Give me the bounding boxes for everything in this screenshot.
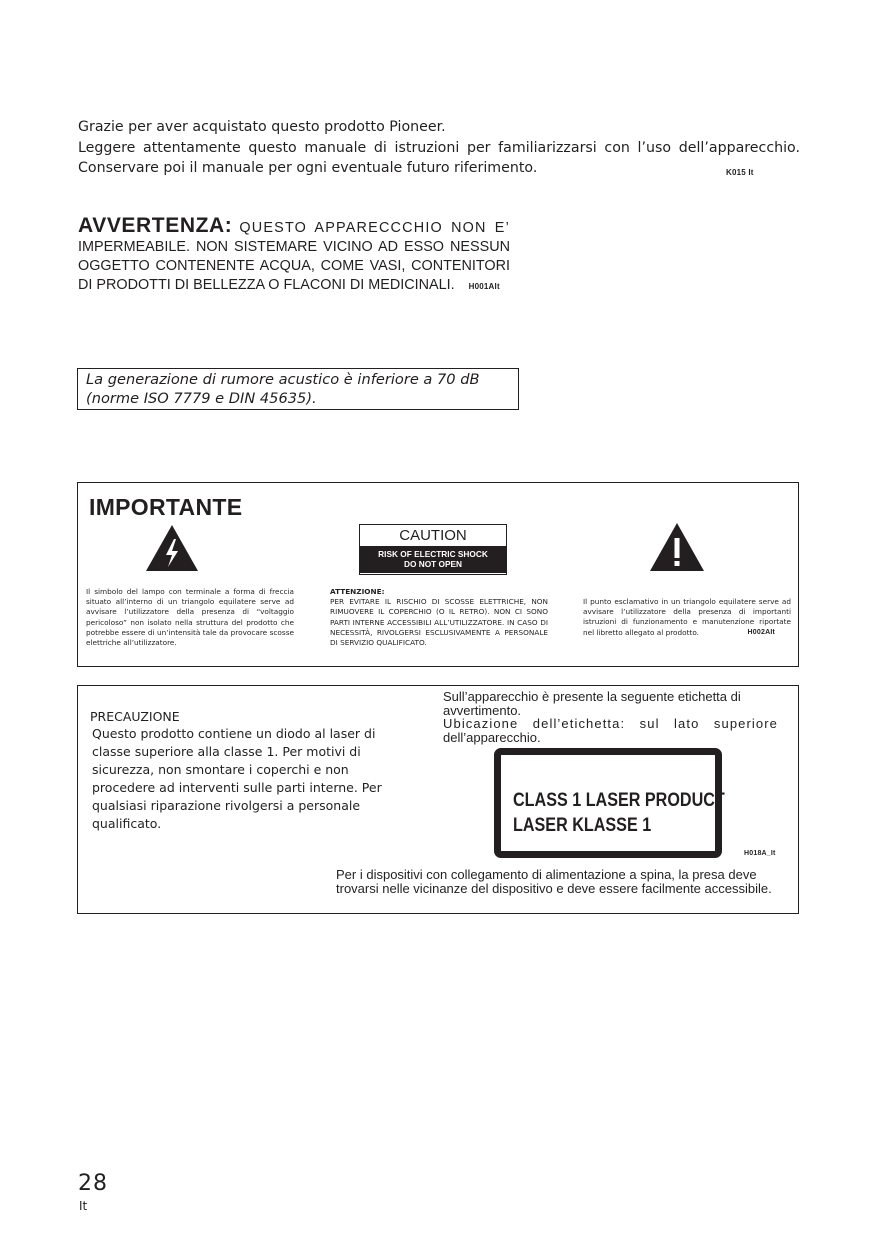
noise-box [77,368,519,410]
lightning-triangle-icon [144,523,200,573]
intro-line-1: Grazie per aver acquistato questo prodotto Pioneer. [78,119,446,135]
intro-line-2: Leggere attentamente questo manuale di istruzioni per familiarizzarsi con l’uso dell’apparecchio. [78,139,800,156]
precauzione-title: PRECAUZIONE [90,709,180,724]
caution-line-2: DO NOT OPEN [403,559,463,569]
laser-label [494,748,725,858]
warning-line-1 [78,216,510,238]
precauzione-code: H018A_It [744,850,776,857]
attenzione-body: PER EVITARE IL RISCHIO DI SCOSSE ELETTRICHE, NON RIMUOVERE IL COPERCHIO (O IL RETRO). NON CI SONO PARTI INTERNE ACCESSIBILI ALL’UTILIZZATORE. IN CASO DI NECESSITÀ, RIVOLGERSI ESCLUSIVAMENTE A PERSONALE DI SERVIZIO QUALIFICATO. [330,597,548,648]
warning-line-2: IMPERMEABILE. NON SISTEMARE VICINO AD ESSO NESSUN [78,239,510,255]
precauzione-box [77,685,799,914]
exclamation-explanation [583,597,791,638]
attenzione-text [330,587,548,648]
lightning-explanation: Il simbolo del lampo con terminale a forma di freccia situato all’interno di un triangolo equilatere serve ad avvisare l’utilizzatore della presenza di “voltaggio pericoloso” non isolato nella struttura del prodotto che potrebbe essere di un’intensità tale da provocare scosse elettriche all’utilizzatore. [86,587,294,648]
label-intro: Sull’apparecchio è presente la seguente etichetta di avvertimento. [443,689,741,718]
plug-notice: Per i dispositivi con collegamento di alimentazione a spina, la presa deve trovarsi nelle vicinanze del dispositivo e deve essere facilmente accessibile. [336,867,772,896]
caution-label [359,524,507,575]
laser-line-2: LASER KLASSE 1 [513,815,652,836]
label-location-line-2: dell’apparecchio. [443,729,541,745]
laser-label-text [513,788,725,838]
noise-line-1: La generazione di rumore acustico è inferiore a 70 dB [86,371,480,388]
page-language: It [79,1199,88,1213]
warning-block [78,216,510,296]
warning-line-1-rest: QUESTO APPARECCCHIO NON E’ [239,220,511,236]
intro-code: K015 It [726,168,754,177]
intro-line-3 [78,158,800,179]
exclamation-text: Il punto esclamativo in un triangolo equilatere serve ad avvisare l’utilizzatore della presenza di importanti istruzioni di funzionamento e manutenzione riportate nel libretto allegato al prodotto. [583,597,791,637]
warning-code: H001AIt [468,282,500,291]
warning-line-3: OGGETTO CONTENENTE ACQUA, COME VASI, CONTENITORI [78,258,510,274]
warning-heading: AVVERTENZA: [78,214,233,237]
exclamation-triangle-icon [648,521,706,573]
caution-warning [360,546,506,573]
importante-title: IMPORTANTE [89,494,243,520]
warning-line-4-text: DI PRODOTTI DI BELLEZZA O FLACONI DI MEDICINALI. [78,277,455,293]
laser-line-1: CLASS 1 LASER PRODUCT [513,790,725,811]
intro-paragraph [78,117,800,179]
label-location-line-1: Ubicazione dell’etichetta: sul lato superiore [443,716,778,731]
attenzione-heading: ATTENZIONE: [330,587,385,596]
caution-line-1: RISK OF ELECTRIC SHOCK [378,549,488,559]
page-number: 28 [78,1171,108,1196]
caution-title: CAUTION [399,527,467,544]
label-info [443,690,778,744]
importante-code: H002AIt [747,628,775,636]
warning-line-4 [78,276,510,296]
precauzione-body: Questo prodotto contiene un diodo al laser di classe superiore alla classe 1. Per motivi di sicurezza, non smontare i coperchi e non procedere ad interventi sulle parti interne. Per qualsiasi riparazione rivolgersi a personale qualificato. [92,726,382,831]
noise-line-2: (norme ISO 7779 e DIN 45635). [86,389,317,407]
intro-line-3-text: Conservare poi il manuale per ogni eventuale futuro riferimento. [78,160,538,176]
importante-box [77,482,799,667]
